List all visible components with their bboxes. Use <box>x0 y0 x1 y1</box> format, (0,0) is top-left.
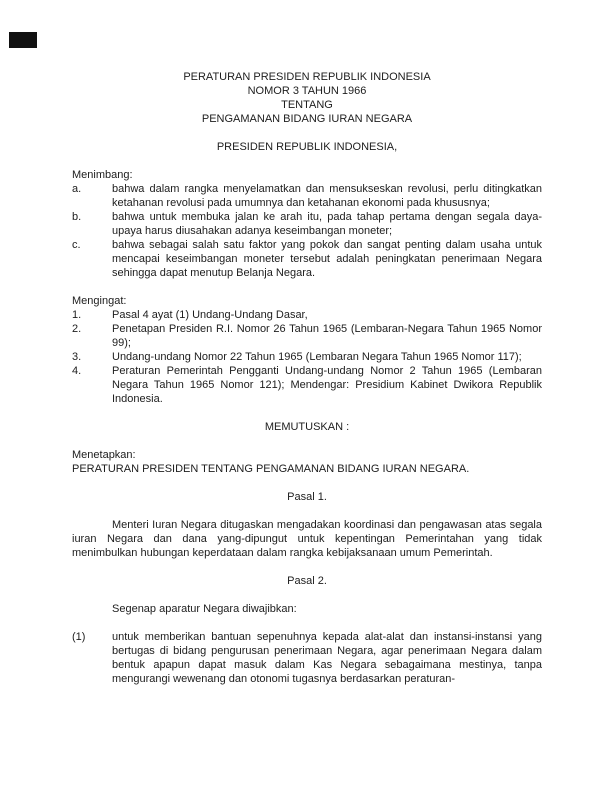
title-line-4: PENGAMANAN BIDANG IURAN NEGARA <box>201 113 413 125</box>
mengingat-item-3 <box>72 350 542 364</box>
item-label: a. <box>72 183 82 195</box>
item-text: bahwa dalam rangka menyelamatkan dan mensukseskan revolusi, perlu ditingkatkan ketahanan revolusi pada umumnya dan ketahanan ekonomi pada khususnya; <box>112 183 542 209</box>
pasal-1-heading: Pasal 1. <box>287 491 327 503</box>
item-label: 3. <box>72 351 82 363</box>
pasal-2-item-1 <box>72 630 542 686</box>
item-label: 1. <box>72 309 82 321</box>
menimbang-heading: Menimbang: <box>72 169 133 181</box>
section-menimbang <box>72 168 542 280</box>
title-line-2: NOMOR 3 TAHUN 1966 <box>247 85 367 97</box>
pasal-2-heading: Pasal 2. <box>287 575 327 587</box>
item-text: Undang-undang Nomor 22 Tahun 1965 (Lembaran Negara Tahun 1965 Nomor 117); <box>112 351 522 363</box>
section-menetapkan <box>72 448 542 476</box>
menimbang-item-a <box>72 182 542 210</box>
scan-artifact-mark <box>9 32 37 48</box>
menetapkan-text: PERATURAN PRESIDEN TENTANG PENGAMANAN BIDANG IURAN NEGARA. <box>72 463 470 475</box>
document-title-block <box>72 70 542 126</box>
pasal-2-intro: Segenap aparatur Negara diwajibkan: <box>112 603 297 615</box>
item-text: bahwa sebagai salah satu faktor yang pokok dan sangat penting dalam usaha untuk mencapai keseimbangan moneter tersebut adalah peningkatan penerimaan Negara sehingga dapat menutup Belanja Negara. <box>112 239 542 279</box>
item-text: bahwa untuk membuka jalan ke arah itu, pada tahap pertama dengan segala daya-upaya harus diusahakan adanya keseimbangan moneter; <box>112 211 542 237</box>
mengingat-heading: Mengingat: <box>72 295 127 307</box>
menimbang-item-c <box>72 238 542 280</box>
menetapkan-label: Menetapkan: <box>72 449 136 461</box>
pasal-1-body: Menteri Iuran Negara ditugaskan mengadakan koordinasi dan pengawasan atas segala iuran Negara dan dana yang-dipungut untuk kepentingan Pemerintahan yang tidak menimbulkan hubungan keperdataan dalam rangka kebijaksanaan umum Pemerintah. <box>72 519 542 559</box>
item-label: 2. <box>72 323 82 335</box>
title-line-3: TENTANG <box>281 99 333 111</box>
item-label: b. <box>72 211 82 223</box>
item-text: Pasal 4 ayat (1) Undang-Undang Dasar, <box>112 309 308 321</box>
item-label: c. <box>72 239 81 251</box>
mengingat-item-2 <box>72 322 542 350</box>
item-text: untuk memberikan bantuan sepenuhnya kepada alat-alat dan instansi-instansi yang bertugas di bidang pengurusan penerimaan Negara, agar penerimaan Negara dalam bentuk apapun dapat masuk dalam Kas Negara sebagaimana mestinya, tanpa mengurangi wewenang dan otonomi tugasnya berdasarkan peraturan- <box>112 631 542 685</box>
item-text: Peraturan Pemerintah Pengganti Undang-undang Nomor 2 Tahun 1965 (Lembaran Negara Tahun 1965 Nomor 121); Mendengar: Presidium Kabinet Dwikora Republik Indonesia. <box>112 365 542 405</box>
menimbang-item-b <box>72 210 542 238</box>
item-label: (1) <box>72 631 86 643</box>
mengingat-item-1 <box>72 308 542 322</box>
item-label: 4. <box>72 365 82 377</box>
mengingat-item-4 <box>72 364 542 406</box>
memutuskan-heading: MEMUTUSKAN : <box>264 421 350 433</box>
salutation: PRESIDEN REPUBLIK INDONESIA, <box>216 141 398 153</box>
section-mengingat <box>72 294 542 406</box>
item-text: Penetapan Presiden R.I. Nomor 26 Tahun 1965 (Lembaran-Negara Tahun 1965 Nomor 99); <box>112 323 542 349</box>
title-line-1: PERATURAN PRESIDEN REPUBLIK INDONESIA <box>183 71 431 83</box>
